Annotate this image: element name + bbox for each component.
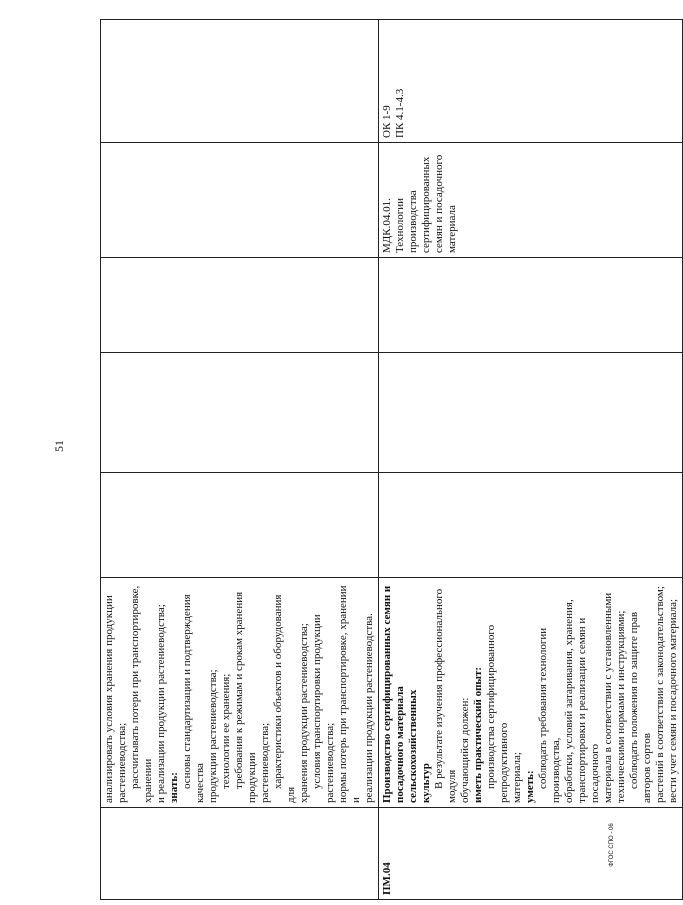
text-line: хранения продукции растениеводства;	[298, 623, 310, 803]
text-line: В результате изучения профессионального модуля	[433, 588, 458, 803]
module-code-cell: ПМ.04	[379, 808, 683, 900]
text-line: техническими нормами и инструкциями;	[615, 610, 627, 803]
competency-description-cell	[101, 578, 379, 808]
empty-cell	[101, 353, 379, 473]
text-line: материала;	[511, 752, 523, 803]
text-line: растениеводства;	[259, 722, 271, 803]
text-line: уметь:	[524, 770, 536, 803]
footer-code: ФГОС СПО - 06	[609, 823, 615, 867]
text-line: соблюдать положения по защите прав авторов сортов	[628, 611, 653, 803]
text-line: характеристики объектов и оборудования для	[272, 594, 297, 803]
text-line: растений в соответствии с законодательством;	[654, 586, 666, 803]
text-line: основы стандартизации и подтверждения качества	[181, 594, 206, 803]
text-line: требования к режимам и срокам хранения продукции	[233, 591, 258, 803]
table-row	[101, 20, 379, 900]
empty-cell	[379, 473, 683, 578]
description-lines	[103, 582, 376, 803]
text-line: материала в соответствии с установленными	[602, 592, 614, 803]
course-cell	[101, 143, 379, 258]
text-line: транспортировки и реализации семян и посадочного	[576, 617, 601, 803]
text-line: условия транспортировки продукции растениеводства;	[311, 614, 336, 803]
empty-cell	[379, 353, 683, 473]
text-line: анализировать условия хранения продукции	[103, 595, 115, 803]
competency-description-cell	[379, 578, 683, 808]
text-line: иметь практический опыт:	[472, 666, 484, 803]
text-line: реализации продукции растениеводства.	[363, 613, 375, 803]
description-lines	[381, 582, 680, 803]
module-code-cell	[101, 808, 379, 900]
page-number: 51	[52, 440, 66, 452]
text-line: растениеводства;	[116, 722, 128, 803]
table-row	[379, 20, 683, 900]
text-line: вести учет семян и посадочного материала;	[667, 598, 679, 803]
text-line: технологии ее хранения;	[220, 673, 232, 789]
text-line: обработки, условий затаривания, хранения,	[563, 599, 575, 803]
text-line: знать:	[168, 772, 180, 803]
text-line: продукции растениеводства;	[207, 669, 219, 803]
text-line: обучающийся должен:	[459, 697, 471, 803]
competence-codes-cell	[101, 20, 379, 143]
text-line: нормы потерь при транспортировке, хранении и	[337, 585, 362, 803]
empty-cell	[101, 473, 379, 578]
text-line: культур	[420, 763, 432, 803]
text-line: посадочного материала сельскохозяйственных	[394, 686, 419, 803]
empty-cell	[101, 258, 379, 353]
text-line: Производство сертифицированных семян и	[381, 585, 393, 803]
course-cell: МДК.04.01. Технологии производства сертифицированных семян и посадочного материала	[379, 143, 683, 258]
text-line: и реализации продукции растениеводства;	[155, 604, 167, 803]
empty-cell	[379, 258, 683, 353]
text-line: производства сертифицированного репродуктивного	[485, 624, 510, 803]
competence-codes-cell: ОК 1-9 ПК 4.1-4.3	[379, 20, 683, 143]
text-line: рассчитывать потери при транспортировке, хранении	[129, 585, 154, 803]
competency-table	[100, 19, 683, 900]
text-line: соблюдать требования технологии производства,	[537, 627, 562, 803]
